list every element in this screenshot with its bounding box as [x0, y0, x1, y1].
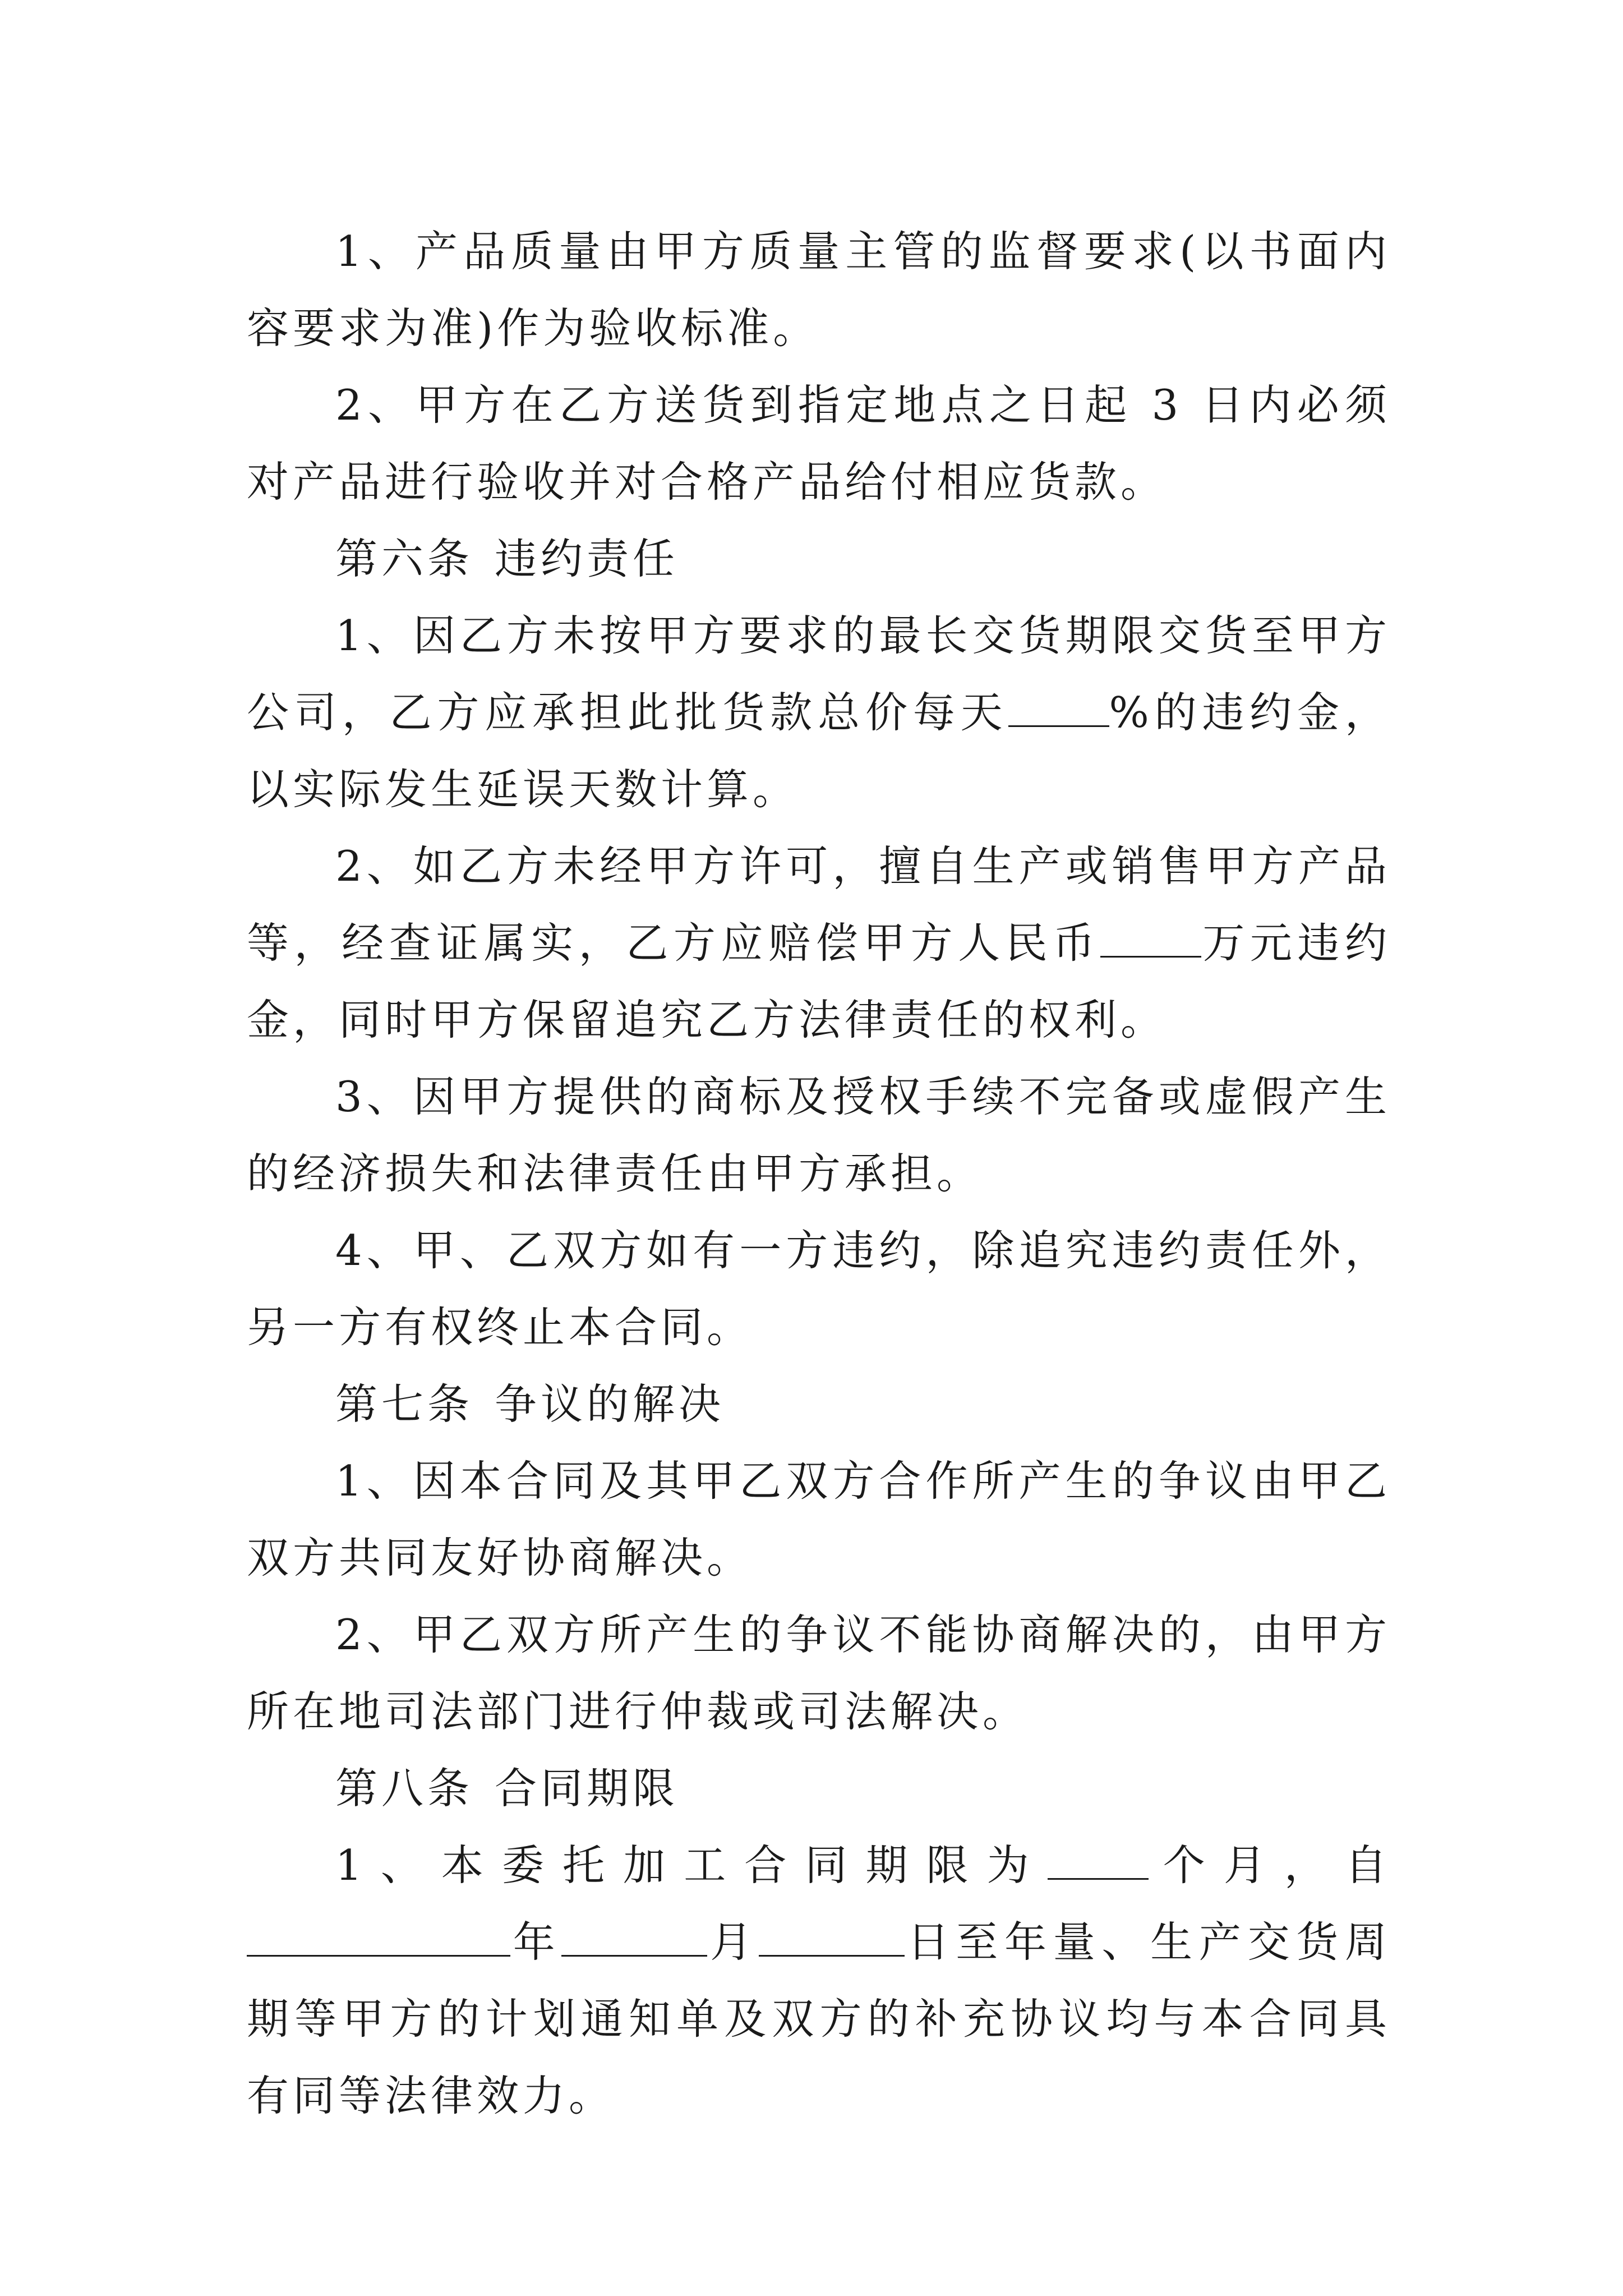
- article-number: 第六条: [335, 534, 474, 583]
- clause-text: 月: [707, 1917, 759, 1967]
- clause-6-item-3: 3、因甲方提供的商标及授权手续不完备或虚假产生的经济损失和法律责任由甲方承担。: [247, 1072, 1391, 1198]
- article-title: 合同期限: [495, 1764, 679, 1813]
- clause-text: 个月，自: [1148, 1841, 1391, 1890]
- clause-6-item-1: [247, 597, 1391, 828]
- clause-text: 1、因乙方未按甲方要求的最长交货期限交货至甲方公司，乙方应承担此批货款总价每天: [247, 611, 1391, 737]
- article-title: 违约责任: [495, 534, 679, 583]
- clause-5-item-1: 1、产品质量由甲方质量主管的监督要求(以书面内容要求为准)作为验收标准。: [247, 227, 1391, 353]
- clause-5-item-2: 2、甲方在乙方送货到指定地点之日起 3 日内必须对产品进行验收并对合格产品给付相应货款。: [247, 380, 1391, 507]
- article-title: 争议的解决: [495, 1379, 725, 1429]
- clause-text: 万元违约金，同时甲方保留追究乙方法律责任的权利。: [247, 918, 1391, 1045]
- clause-text: 年: [510, 1917, 562, 1967]
- clause-8-item-1: [247, 1827, 1391, 2134]
- clause-text: 日至年量、生产交货周期等甲方的计划通知单及双方的补充协议均与本合同具有同等法律效力。: [247, 1917, 1391, 2120]
- document-page: [247, 213, 1391, 2134]
- clause-text: 1、本委托加工合同期限为: [335, 1841, 1048, 1890]
- clause-text: 2、如乙方未经甲方许可，擅自生产或销售甲方产品等，经查证属实，乙方应赔偿甲方人民币: [247, 841, 1391, 968]
- clause-7-item-1: 1、因本合同及其甲乙双方合作所产生的争议由甲乙双方共同友好协商解决。: [247, 1456, 1391, 1582]
- fill-in-blank: [759, 1920, 905, 1957]
- article-7-heading: [247, 1366, 1391, 1443]
- article-number: 第七条: [335, 1379, 474, 1429]
- fill-in-blank: [247, 1920, 510, 1957]
- clause-7-item-2: 2、甲乙双方所产生的争议不能协商解决的，由甲方所在地司法部门进行仲裁或司法解决。: [247, 1610, 1391, 1736]
- clause-text: %的违约金，以实际发生延误天数计算。: [247, 688, 1391, 814]
- article-8-heading: [247, 1750, 1391, 1827]
- article-number: 第八条: [335, 1764, 474, 1813]
- fill-in-blank: [1100, 921, 1201, 958]
- article-6-heading: [247, 521, 1391, 597]
- clause-6-item-2: [247, 828, 1391, 1059]
- clause-6-item-4: 4、甲、乙双方如有一方违约，除追究违约责任外，另一方有权终止本合同。: [247, 1226, 1391, 1352]
- fill-in-blank: [561, 1920, 707, 1957]
- fill-in-blank: [1008, 691, 1109, 727]
- fill-in-blank: [1048, 1843, 1149, 1880]
